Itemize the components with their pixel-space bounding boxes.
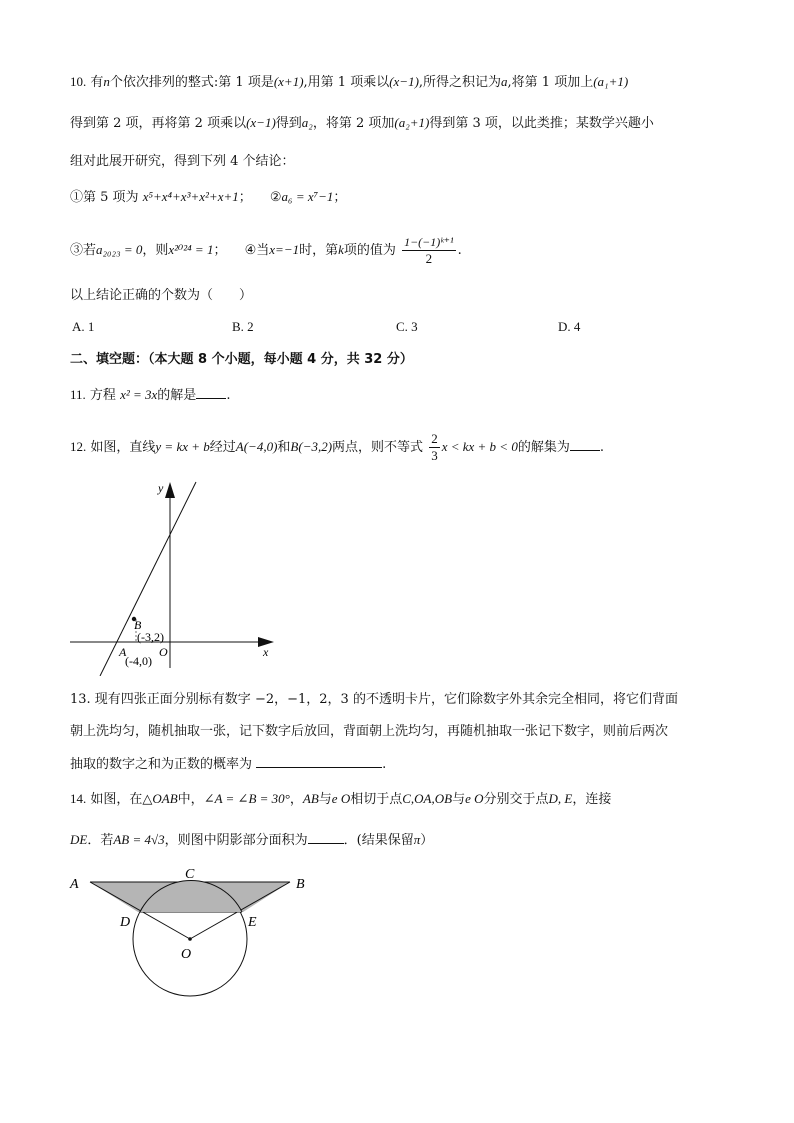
q13-line1: 13. 现有四张正面分别标有数字 −2，−1，2，3 的不透明卡片，它们除数字外其余完全相同，将它们背面 — [70, 692, 678, 707]
answer-blank[interactable] — [196, 385, 226, 399]
q12-fraction: $\frac{2}{3}$ — [431, 431, 438, 463]
q10-question: 以上结论正确的个数为（ ） — [70, 288, 253, 303]
q10-number: 10. — [70, 74, 87, 89]
q11: 11. 方程 x² = 3x的解是 . — [70, 387, 231, 403]
q13-line2: 朝上洗均匀，随机抽取一张，记下数字后放回，背面朝上洗均匀，再随机抽取一张记下数字，则前后两次 — [70, 724, 669, 739]
center-o — [188, 937, 192, 941]
point-b-coord: (-3,2) — [137, 630, 164, 644]
q10-line3: 组对此展开研究，得到下列 4 个结论： — [70, 154, 295, 169]
q12-coordinate-figure — [60, 476, 290, 676]
origin-label: O — [159, 645, 168, 659]
label-c: C — [185, 867, 195, 882]
point-a-coord: (-4,0) — [125, 654, 152, 668]
line-kx-plus-b — [100, 482, 196, 676]
point-a-label: A — [119, 645, 127, 659]
point-b-label: B — [134, 618, 142, 632]
q10-conclusions-1-2: ①第 5 项为 x⁵+x⁴+x³+x²+x+1； ②a₆ = x⁷−1； — [70, 189, 347, 205]
q10-conclusions-3-4: ③若a₂₀₂₃ = 0，则x²⁰²⁴ = 1； ④当x=−1时，第k项的值为 $\frac{\text{1−(−1)ᵏ⁺¹}}{2}$ . — [70, 235, 462, 266]
label-e: E — [248, 915, 257, 930]
label-a: A — [70, 877, 79, 892]
answer-blank[interactable] — [256, 754, 382, 768]
label-o: O — [181, 947, 192, 962]
y-axis-arrow — [165, 482, 175, 498]
q14-line2: DE．若AB = 4√3，则图中阴影部分面积为 ．(结果保留π） — [70, 832, 434, 848]
y-label: y — [158, 481, 164, 495]
x-label: x — [263, 645, 269, 659]
q14-geometry-figure — [60, 864, 320, 1014]
option-a: A. 1 — [72, 319, 95, 334]
q10-line2: 得到第 2 项，再将第 2 项乘以(x−1)得到a₂，将第 2 项加(a₂+1)得到第 3 项，以此类推；某数学兴趣小 — [70, 115, 654, 131]
answer-blank[interactable] — [570, 437, 600, 451]
q13-line3: 抽取的数字之和为正数的概率为 . — [70, 754, 386, 775]
q14-line1: 14. 如图，在△OAB中，∠A = ∠B = 30°，AB与e O相切于点C,OA,OB与e O分别交于点D, E，连接 — [70, 791, 612, 807]
option-d: D. 4 — [558, 319, 581, 334]
option-b: B. 2 — [232, 319, 254, 334]
label-b: B — [296, 877, 305, 892]
q10-line1: 10. 有n个依次排列的整式:第 1 项是(x+1),用第 1 项乘以(x−1),所得之积记为a,将第 1 项加上(a₁+1) — [70, 74, 629, 90]
option-c: C. 3 — [396, 319, 418, 334]
answer-blank[interactable] — [308, 830, 344, 844]
label-d: D — [120, 915, 131, 930]
q12: 12. 如图，直线y = kx + b经过A(−4,0)和B(−3,2)两点，则不等式 $\frac{2}{3}$ x < kx + b < 0的解集为 . — [70, 431, 604, 463]
q10-fraction: $\frac{\text{1−(−1)ᵏ⁺¹}}{2}$ — [404, 235, 454, 266]
section-heading: 二、填空题：（本大题 8 个小题，每小题 4 分，共 32 分） — [70, 352, 413, 367]
